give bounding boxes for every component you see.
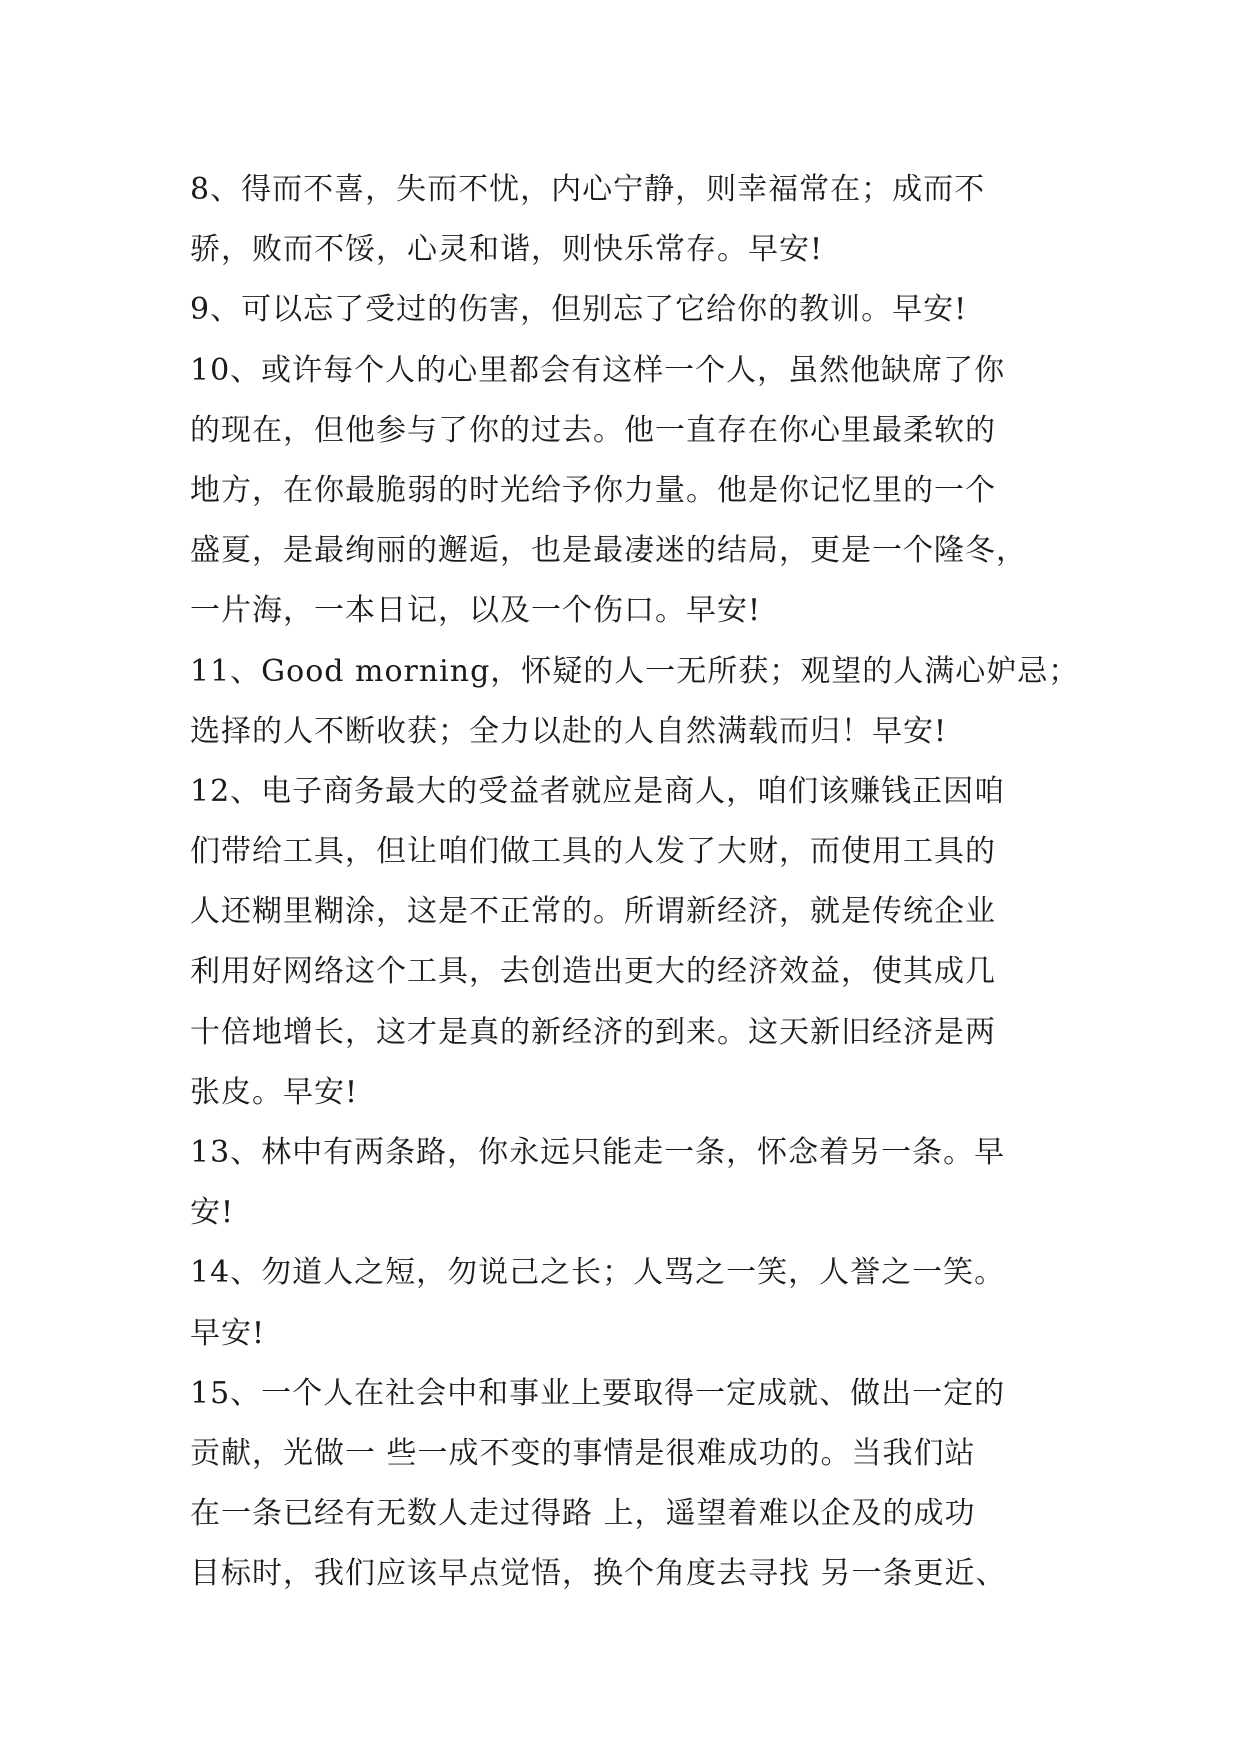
text-line: 目标时，我们应该早点觉悟，换个角度去寻找 另一条更近、	[190, 1556, 1007, 1592]
text-line: 14、勿道人之短，勿说己之长；人骂之一笑，人誉之一笑。	[190, 1255, 1006, 1291]
text-line: 人还糊里糊涂，这是不正常的。所谓新经济，就是传统企业	[190, 894, 996, 930]
text-line: 利用好网络这个工具，去创造出更大的经济效益，使其成几	[190, 954, 996, 990]
text-line: 骄，败而不馁，心灵和谐，则快乐常存。早安!	[190, 232, 824, 268]
text-line: 盛夏，是最绚丽的邂逅，也是最凄迷的结局，更是一个隆冬，	[190, 533, 1027, 569]
text-line: 9、可以忘了受过的伤害，但别忘了它给你的教训。早安!	[190, 292, 968, 328]
text-line: 12、电子商务最大的受益者就应是商人，咱们该赚钱正因咱	[190, 773, 1006, 809]
text-line: 早安!	[190, 1315, 266, 1351]
text-line: 10、或许每个人的心里都会有这样一个人，虽然他缺席了你	[190, 352, 1006, 388]
text-line: 十倍地增长，这才是真的新经济的到来。这天新旧经济是两	[190, 1014, 996, 1050]
text-line: 11、Good morning，怀疑的人一无所获；观望的人满心妒忌；	[190, 653, 1080, 689]
text-line: 地方，在你最脆弱的时光给予你力量。他是你记忆里的一个	[190, 472, 996, 508]
text-line: 贡献，光做一 些一成不变的事情是很难成功的。当我们站	[190, 1435, 976, 1471]
text-line: 们带给工具，但让咱们做工具的人发了大财，而使用工具的	[190, 834, 996, 870]
text-line: 选择的人不断收获；全力以赴的人自然满载而归！早安!	[190, 713, 948, 749]
text-line: 安!	[190, 1195, 235, 1231]
text-line: 8、得而不喜，失而不忧，内心宁静，则幸福常在；成而不	[190, 172, 986, 207]
text-line: 的现在，但他参与了你的过去。他一直存在你心里最柔软的	[190, 412, 996, 448]
text-line: 13、林中有两条路，你永远只能走一条，怀念着另一条。早	[190, 1135, 1006, 1170]
document-body	[190, 160, 1080, 1605]
text-line: 15、一个人在社会中和事业上要取得一定成就、做出一定的	[190, 1375, 1006, 1411]
text-line: 张皮。早安!	[190, 1074, 359, 1110]
text-line: 一片海，一本日记，以及一个伤口。早安!	[190, 593, 762, 629]
text-line: 在一条已经有无数人走过得路 上，遥望着难以企及的成功	[190, 1496, 976, 1532]
